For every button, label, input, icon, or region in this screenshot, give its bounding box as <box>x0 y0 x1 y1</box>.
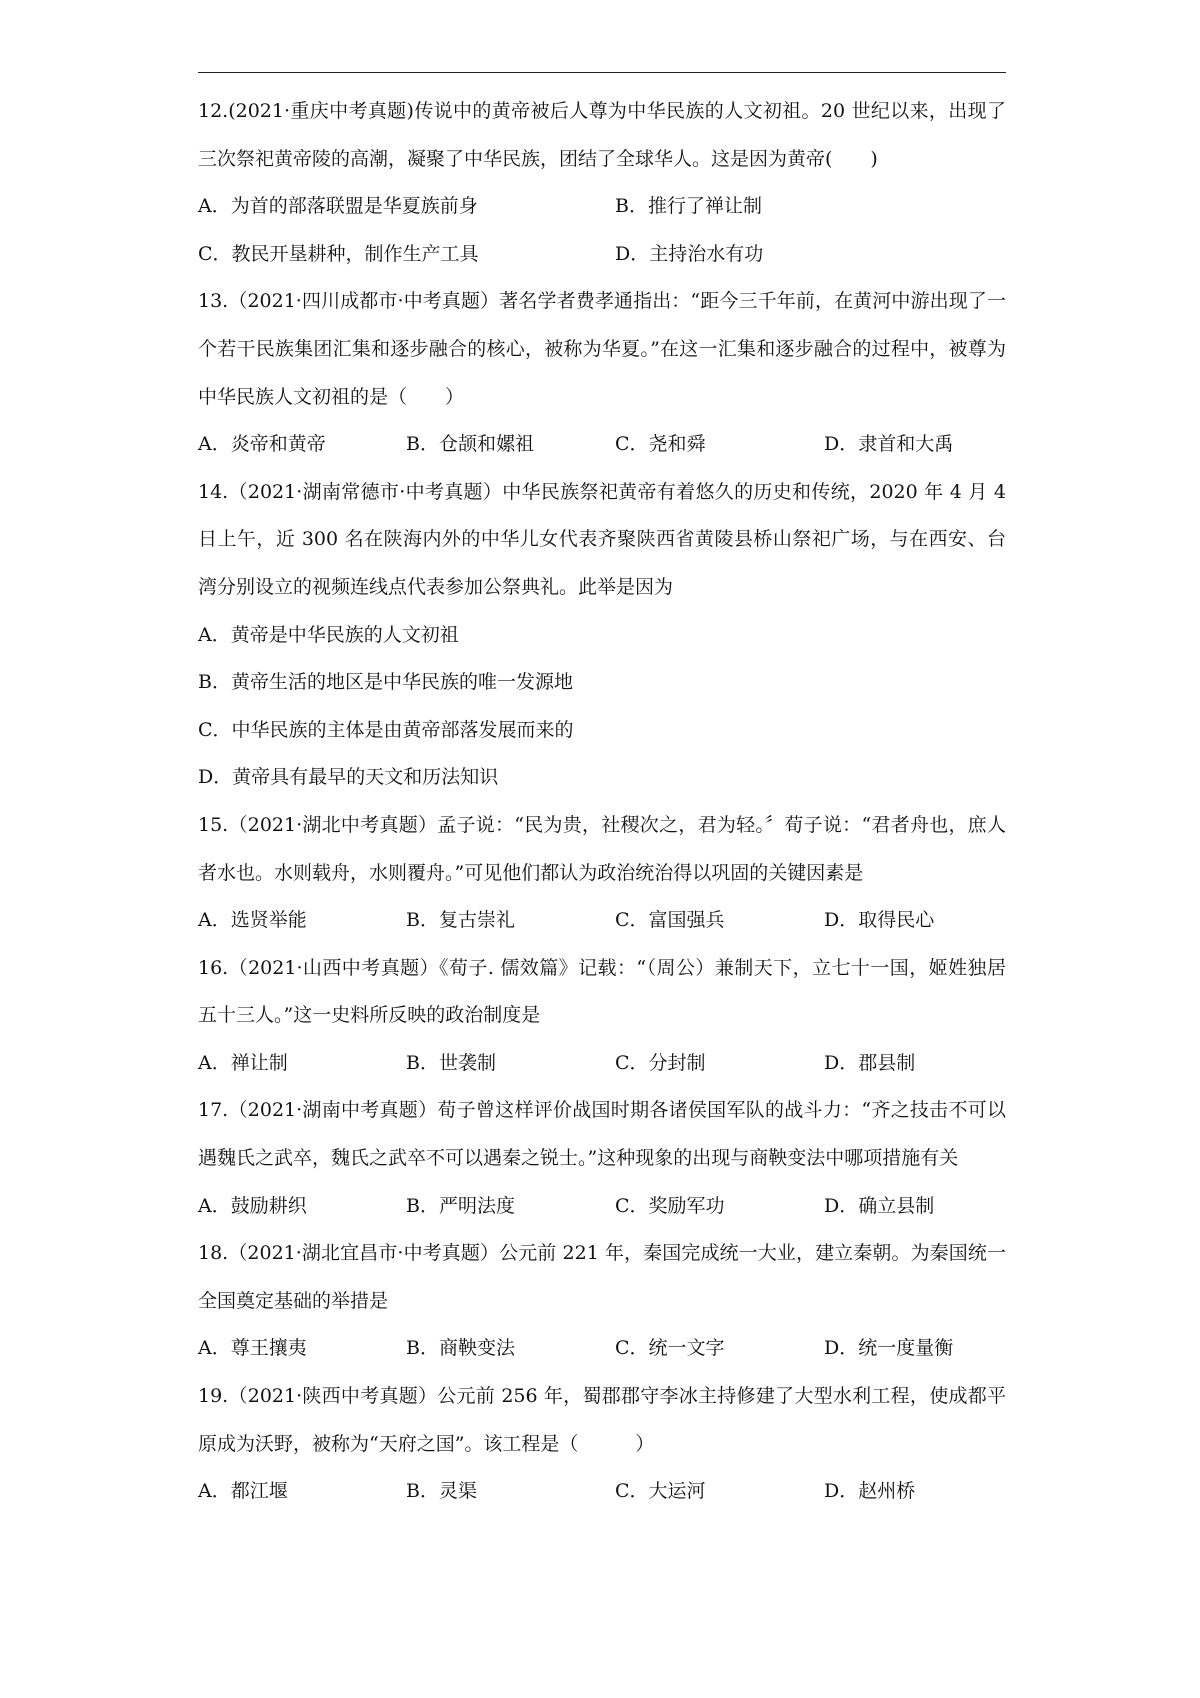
option-a: A．炎帝和黄帝 <box>198 433 326 456</box>
question-15 <box>198 802 1006 945</box>
option-d: D．赵州桥 <box>824 1480 916 1503</box>
option-row <box>198 897 1006 945</box>
question-16 <box>198 945 1006 1088</box>
option-a: A．黄帝是中华民族的人文初祖 <box>198 623 459 646</box>
question-stem: 12.(2021·重庆中考真题)传说中的黄帝被后人尊为中华民族的人文初祖。20 世纪以来，出现了三次祭祀黄帝陵的高潮，凝聚了中华民族，团结了全球华人。这是因为黄帝( ) <box>198 100 1006 170</box>
option-c: C．统一文字 <box>615 1337 725 1360</box>
option-a: A．尊王攘夷 <box>198 1337 307 1360</box>
option-c: C．教民开垦耕种，制作生产工具 <box>198 242 479 265</box>
option-d: D．郡县制 <box>824 1051 916 1074</box>
question-13 <box>198 278 1006 468</box>
option-a: A．选贤举能 <box>198 909 307 932</box>
option-b: B．推行了禅让制 <box>615 195 762 218</box>
question-list <box>198 88 1006 1516</box>
option-d: D．黄帝具有最早的天文和历法知识 <box>198 766 499 789</box>
question-stem: 17.（2021·湖南中考真题）荀子曾这样评价战国时期各诸侯国军队的战斗力：“齐之技击不可以遇魏氏之武卒，魏氏之武卒不可以遇秦之锐士。”这种现象的出现与商鞅变法中哪项措施有关 <box>198 1099 1006 1170</box>
option-d: D．确立县制 <box>824 1194 935 1217</box>
question-14 <box>198 469 1006 802</box>
option-row <box>198 1325 1006 1373</box>
question-19 <box>198 1373 1006 1516</box>
option-b: B．世袭制 <box>406 1051 496 1074</box>
option-c: C．富国强兵 <box>615 909 725 932</box>
option-b: B．商鞅变法 <box>406 1337 515 1360</box>
option-c: C．大运河 <box>615 1480 706 1503</box>
question-stem: 15.（2021·湖北中考真题）孟子说：“民为贵，社稷次之，君为轻。〞荀子说：“君者舟也，庶人者水也。水则载舟，水则覆舟。”可见他们都认为政治统治得以巩固的关键因素是 <box>198 813 1006 884</box>
option-c: C．中华民族的主体是由黄帝部落发展而来的 <box>198 718 574 741</box>
option-a: A．鼓励耕织 <box>198 1194 307 1217</box>
header-rule <box>198 72 1006 73</box>
option-b: B．灵渠 <box>406 1480 477 1503</box>
option-a: A．都江堰 <box>198 1480 288 1503</box>
option-row <box>198 421 1006 469</box>
option-d: D．统一度量衡 <box>824 1337 954 1360</box>
option-a: A．为首的部落联盟是华夏族前身 <box>198 195 478 218</box>
option-d: D．隶首和大禹 <box>824 433 954 456</box>
option-c: C．奖励军功 <box>615 1194 725 1217</box>
option-row <box>198 1040 1006 1088</box>
question-17 <box>198 1087 1006 1230</box>
option-b: B．黄帝生活的地区是中华民族的唯一发源地 <box>198 671 573 694</box>
question-stem: 13.（2021·四川成都市·中考真题）著名学者费孝通指出：“距今三千年前，在黄河中游出现了一个若干民族集团汇集和逐步融合的核心，被称为华夏。”在这一汇集和逐步融合的过程中，被尊为中华民族人文初祖的是（ ） <box>198 290 1006 408</box>
option-b: B．复古崇礼 <box>406 909 515 932</box>
option-a: A．禅让制 <box>198 1051 288 1074</box>
option-c: C．分封制 <box>615 1051 706 1074</box>
question-stem: 18.（2021·湖北宜昌市·中考真题）公元前 221 年，秦国完成统一大业，建立秦朝。为秦国统一全国奠定基础的举措是 <box>198 1242 1006 1312</box>
option-row <box>198 231 1006 279</box>
option-b: B．仓颉和嫘祖 <box>406 433 534 456</box>
question-stem: 19.（2021·陕西中考真题）公元前 256 年，蜀郡郡守李冰主持修建了大型水利工程，使成都平原成为沃野，被称为“天府之国”。该工程是（ ） <box>198 1385 1006 1455</box>
question-stem: 16.（2021·山西中考真题）《荀子. 儒效篇》记载：“（周公）兼制天下，立七十一国，姬姓独居五十三人。”这一史料所反映的政治制度是 <box>198 956 1006 1027</box>
option-row <box>198 1183 1006 1231</box>
option-b: B．严明法度 <box>406 1194 515 1217</box>
option-d: D．主持治水有功 <box>615 242 764 265</box>
question-stem: 14.（2021·湖南常德市·中考真题）中华民族祭祀黄帝有着悠久的历史和传统，2020 年 4 月 4 日上午，近 300 名在陕海内外的中华儿女代表齐聚陕西省黄陵县桥山祭祀广场，与在西安、台湾分别设立的视频连线点代表参加公祭典礼。此举是因为 <box>198 480 1006 598</box>
option-row <box>198 183 1006 231</box>
option-row <box>198 1468 1006 1516</box>
option-d: D．取得民心 <box>824 909 935 932</box>
question-12 <box>198 88 1006 278</box>
question-18 <box>198 1230 1006 1373</box>
option-c: C．尧和舜 <box>615 433 706 456</box>
